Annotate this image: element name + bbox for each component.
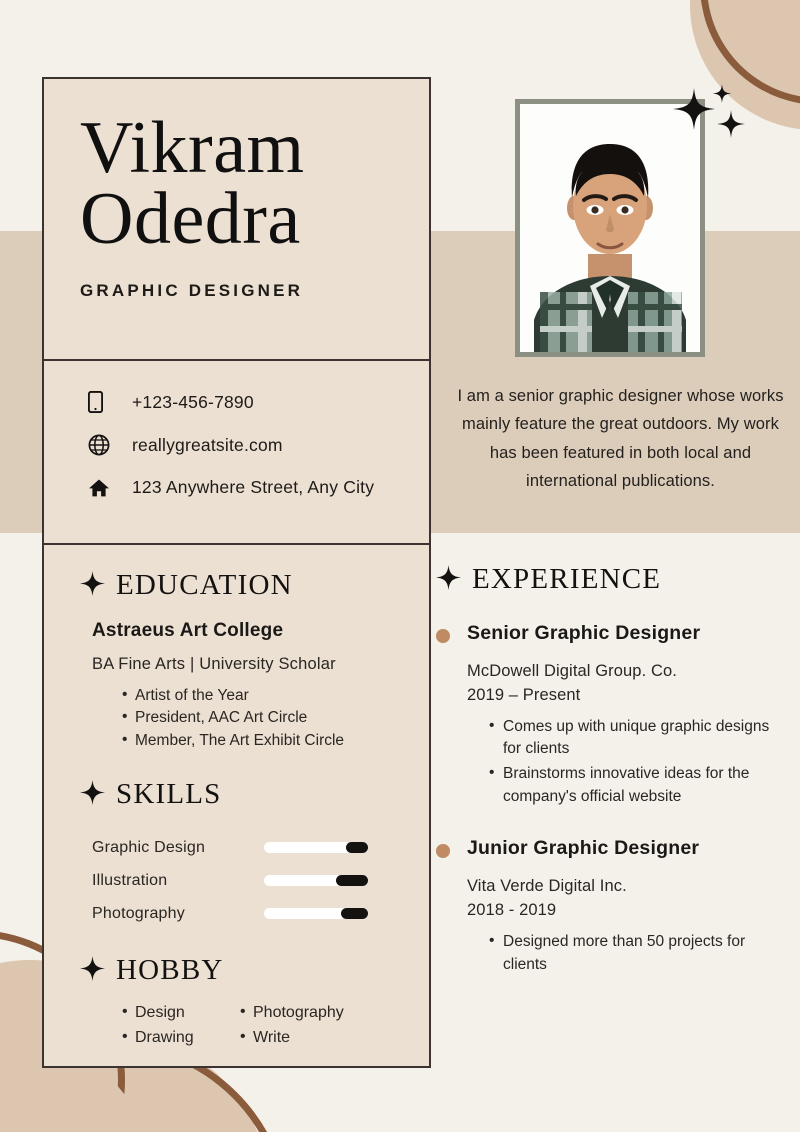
name-block — [44, 79, 429, 359]
skill-row-graphic-design — [92, 831, 393, 864]
education-heading — [80, 569, 393, 602]
list-item: • Photography — [240, 1001, 358, 1026]
last-name: Odedra — [80, 178, 301, 261]
experience-bullet-list — [489, 716, 788, 810]
bullet-dot-icon — [436, 629, 450, 643]
skill-level-bar — [264, 908, 368, 919]
experience-dates: 2019 – Present — [467, 685, 581, 704]
experience-heading — [436, 563, 788, 596]
skill-label: Photography — [92, 904, 185, 922]
experience-role: Senior Graphic Designer — [467, 622, 701, 644]
hobby-section — [44, 930, 429, 1051]
experience-entry-junior — [436, 835, 788, 978]
skill-rows — [92, 831, 393, 930]
address-value: 123 Anywhere Street, Any City — [132, 477, 375, 497]
contact-row-phone[interactable] — [80, 391, 393, 413]
skill-row-illustration — [92, 864, 393, 897]
experience-company: Vita Verde Digital Inc. — [467, 876, 627, 895]
list-item: • President, AAC Art Circle — [122, 707, 393, 729]
globe-icon — [88, 434, 122, 456]
skill-level-bar — [264, 875, 368, 886]
sparkle-large-icon — [673, 88, 715, 130]
list-item: • Write — [240, 1026, 358, 1051]
left-info-card — [42, 77, 431, 1068]
sparkle-star-icon — [80, 956, 105, 986]
first-name: Vikram — [80, 107, 305, 189]
mobile-phone-icon — [88, 391, 122, 413]
website-value: reallygreatsite.com — [132, 434, 283, 455]
list-item: • Member, The Art Exhibit Circle — [122, 730, 393, 752]
experience-entry-senior — [436, 620, 788, 811]
list-item: • Designed more than 50 projects for clients — [489, 931, 788, 977]
list-item: • Design — [122, 1001, 240, 1026]
profile-summary: I am a senior graphic designer whose works mainly feature the great outdoors. My work has been featured in both local and international publications. — [457, 387, 784, 491]
hobby-columns — [122, 1001, 393, 1051]
skill-label: Illustration — [92, 871, 168, 889]
list-item: • Comes up with unique graphic designs for clients — [489, 716, 788, 762]
home-icon — [88, 478, 122, 498]
education-school: Astraeus Art College — [92, 620, 284, 641]
sparkle-star-icon — [80, 780, 105, 810]
experience-bullet-list — [489, 931, 788, 977]
education-achievement-list — [122, 685, 393, 752]
hobby-title: HOBBY — [116, 954, 224, 987]
skill-level-bar — [264, 842, 368, 853]
contact-block — [44, 361, 429, 543]
education-degree: BA Fine Arts | University Scholar — [92, 655, 336, 673]
skill-level-knob — [346, 842, 368, 853]
sparkle-star-icon — [80, 571, 105, 601]
list-item: • Brainstorms innovative ideas for the company's official website — [489, 763, 788, 809]
sparkle-medium-icon — [717, 110, 745, 138]
hobby-heading — [80, 954, 393, 987]
list-item: • Drawing — [122, 1026, 240, 1051]
phone-value: +123-456-7890 — [132, 391, 254, 412]
education-section — [44, 545, 429, 752]
hobby-column-right — [240, 1001, 358, 1051]
experience-role: Junior Graphic Designer — [467, 837, 700, 860]
experience-company: McDowell Digital Group. Co. — [467, 661, 677, 680]
skills-section — [44, 752, 429, 930]
skill-row-photography — [92, 897, 393, 930]
contact-row-address[interactable] — [80, 477, 393, 498]
experience-dates: 2018 - 2019 — [467, 900, 557, 919]
sparkle-small-icon — [713, 84, 732, 103]
education-title: EDUCATION — [116, 569, 293, 601]
skills-heading — [80, 778, 393, 811]
skill-level-knob — [336, 875, 368, 886]
experience-title: EXPERIENCE — [472, 563, 662, 595]
sparkle-decoration-group — [672, 82, 752, 150]
skill-level-knob — [341, 908, 368, 919]
job-title: GRAPHIC DESIGNER — [80, 281, 304, 301]
bullet-dot-icon — [436, 844, 450, 858]
skill-label: Graphic Design — [92, 838, 206, 856]
skills-title: SKILLS — [116, 778, 222, 811]
experience-section — [436, 563, 788, 979]
hobby-column-left — [122, 1001, 240, 1051]
list-item: • Artist of the Year — [122, 685, 393, 707]
sparkle-star-icon — [436, 565, 461, 595]
contact-row-website[interactable] — [80, 434, 393, 456]
